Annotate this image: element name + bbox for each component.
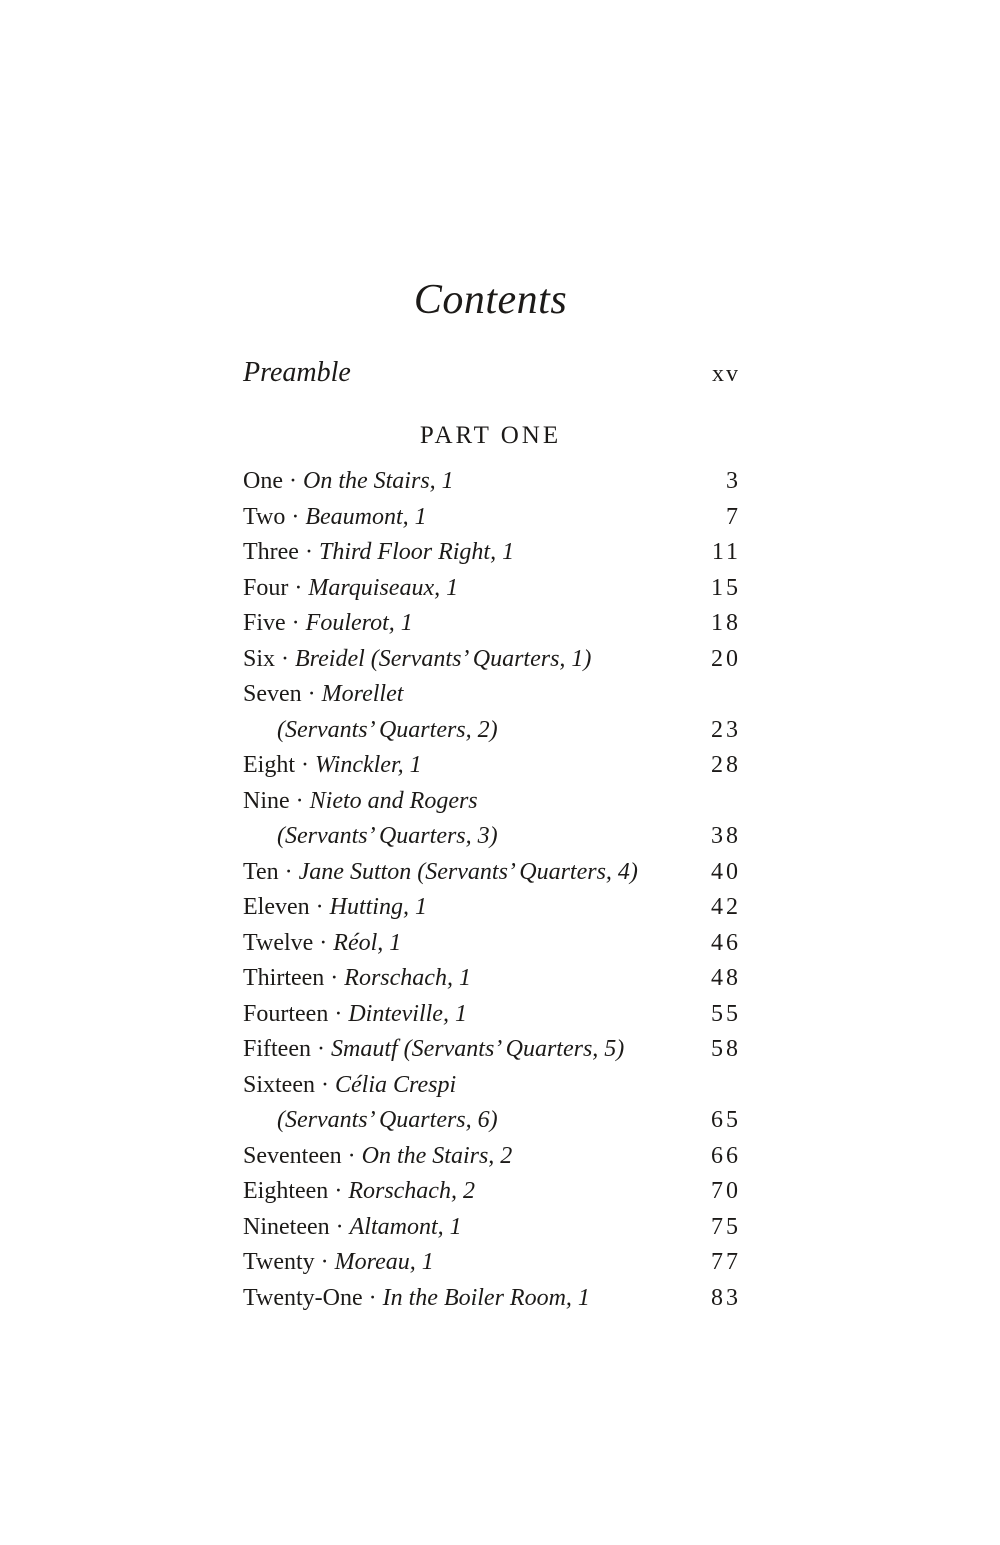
chapter-separator-dot: · [282, 468, 303, 494]
toc-entry-text [243, 1210, 462, 1246]
toc-entry-text [243, 1068, 498, 1139]
chapter-number-word: Five [243, 610, 286, 636]
chapter-number-word: Eight [243, 752, 295, 778]
page-number: 48 [711, 965, 741, 991]
toc-entry-line1 [243, 535, 514, 571]
page-number: 77 [711, 1249, 741, 1275]
toc-entry-line2 [243, 713, 498, 749]
toc-entry-line1 [243, 1281, 590, 1317]
chapter-title: Marquiseaux, 1 [308, 574, 459, 601]
chapter-title: Beaumont, 1 [305, 503, 427, 530]
chapter-title-continuation: (Servants’ Quarters, 3) [277, 823, 498, 849]
contents-column [243, 0, 741, 1545]
chapter-number-word: Two [243, 503, 286, 530]
toc-entry-line1 [243, 1210, 462, 1246]
toc-entry-text [243, 1281, 590, 1317]
page-number: 3 [726, 468, 741, 494]
toc-entry-line2 [243, 1103, 498, 1139]
chapter-number-word: Fifteen [243, 1036, 311, 1062]
chapter-separator-dot: · [285, 503, 306, 530]
toc-entry-text [243, 606, 413, 642]
toc-entry-line1 [243, 855, 638, 891]
toc-entry-line1 [243, 606, 413, 642]
chapter-separator-dot: · [324, 965, 345, 991]
chapter-number-word: Eighteen [243, 1178, 329, 1204]
toc-entry-line1 [243, 1174, 475, 1210]
toc-entry [243, 1139, 741, 1175]
page-number: 66 [711, 1142, 741, 1169]
chapter-title: Morellet [321, 681, 404, 707]
toc-entry-text [243, 890, 427, 926]
chapter-separator-dot: · [301, 681, 322, 707]
toc-entry-line1 [243, 997, 467, 1033]
toc-entry [243, 784, 741, 855]
chapter-title: Rorschach, 2 [348, 1178, 475, 1204]
toc-entry [243, 535, 741, 571]
toc-entry-text [243, 535, 514, 571]
preamble-label: Preamble [243, 357, 351, 388]
toc-entry-line1 [243, 677, 498, 713]
toc-entry-text [243, 642, 591, 678]
toc-entry-line1 [243, 571, 458, 607]
chapter-number-word: Nineteen [243, 1213, 330, 1240]
page-number: 40 [711, 858, 741, 885]
chapter-separator-dot: · [328, 1178, 349, 1204]
chapter-title-continuation: (Servants’ Quarters, 2) [277, 716, 498, 743]
toc-entry [243, 1032, 741, 1068]
toc-entry-line1 [243, 500, 427, 536]
chapter-title: Dinteville, 1 [348, 1000, 467, 1027]
toc-entry [243, 1174, 741, 1210]
chapter-separator-dot: · [328, 1000, 349, 1027]
chapter-separator-dot: · [289, 787, 310, 814]
toc-entry [243, 571, 741, 607]
part-one-heading: PART ONE [419, 422, 562, 449]
toc-entry-line1 [243, 464, 454, 500]
toc-entry [243, 464, 741, 500]
page-number: 15 [711, 574, 741, 601]
chapter-number-word: Seven [243, 681, 302, 707]
chapter-title: Rorschach, 1 [344, 965, 471, 991]
toc-entry-text [243, 748, 422, 784]
page-number: 42 [711, 894, 741, 920]
toc-entry [243, 748, 741, 784]
chapter-separator-dot: · [314, 1249, 335, 1275]
chapter-number-word: Twenty-One [243, 1284, 363, 1311]
toc-entry-text [243, 784, 498, 855]
chapter-number-word: Eleven [243, 894, 310, 920]
chapter-title: Moreau, 1 [334, 1249, 434, 1275]
page-number: 38 [711, 823, 741, 849]
toc-entry [243, 1245, 741, 1281]
chapter-separator-dot: · [362, 1284, 383, 1311]
toc-entry-line1 [243, 1032, 624, 1068]
chapter-title: Winckler, 1 [315, 752, 422, 778]
toc-entry-text [243, 677, 498, 748]
toc-entry-text [243, 961, 471, 997]
chapter-separator-dot: · [315, 1071, 335, 1098]
toc-entry-text [243, 926, 401, 962]
chapter-number-word: Fourteen [243, 1000, 329, 1027]
toc-entry [243, 1210, 741, 1246]
chapter-number-word: One [243, 468, 283, 494]
page-number: 11 [711, 539, 741, 565]
chapter-separator-dot: · [298, 539, 319, 565]
toc-entry-line1 [243, 1139, 512, 1175]
chapter-separator-dot: · [329, 1213, 350, 1240]
chapter-title: On the Stairs, 1 [302, 468, 454, 494]
toc-entry [243, 500, 741, 536]
chapter-title: In the Boiler Room, 1 [382, 1284, 590, 1311]
toc-list [243, 464, 741, 1316]
toc-entry-line1 [243, 890, 427, 926]
chapter-title: Smautf (Servants’ Quarters, 5) [330, 1036, 625, 1062]
toc-entry-line1 [243, 1245, 434, 1281]
toc-entry [243, 961, 741, 997]
toc-entry [243, 1068, 741, 1139]
chapter-title: On the Stairs, 2 [361, 1142, 513, 1169]
chapter-title: Célia Crespi [335, 1071, 457, 1098]
toc-entry-line1 [243, 961, 471, 997]
page-number: 83 [711, 1284, 741, 1311]
preamble-row [243, 356, 738, 391]
chapter-separator-dot: · [295, 752, 315, 778]
chapter-number-word: Six [243, 645, 276, 672]
chapter-number-word: Ten [243, 858, 279, 885]
toc-entry [243, 606, 741, 642]
toc-entry-text [243, 997, 467, 1033]
toc-entry-text [243, 571, 458, 607]
toc-entry [243, 677, 741, 748]
chapter-number-word: Sixteen [243, 1071, 315, 1098]
chapter-title: Third Floor Right, 1 [318, 539, 515, 565]
chapter-number-word: Thirteen [243, 965, 325, 991]
chapter-separator-dot: · [341, 1142, 362, 1169]
page-number: 28 [711, 752, 741, 778]
page-number: 7 [726, 503, 741, 530]
chapter-title: Foulerot, 1 [305, 610, 413, 636]
toc-entry [243, 926, 741, 962]
toc-entry-text [243, 855, 638, 891]
chapter-separator-dot: · [278, 858, 299, 885]
chapter-title: Jane Sutton (Servants’ Quarters, 4) [298, 858, 638, 885]
toc-entry-text [243, 1174, 475, 1210]
page-number: 20 [711, 645, 741, 672]
chapter-number-word: Seventeen [243, 1142, 342, 1169]
chapter-number-word: Twelve [243, 929, 314, 956]
toc-entry-line1 [243, 748, 422, 784]
toc-entry [243, 855, 741, 891]
chapter-separator-dot: · [285, 610, 306, 636]
page-number: 46 [711, 929, 741, 956]
toc-entry-text [243, 1245, 434, 1281]
chapter-title: Breidel (Servants’ Quarters, 1) [295, 645, 592, 672]
chapter-separator-dot: · [309, 894, 330, 920]
toc-entry-line2 [243, 819, 498, 855]
toc-entry [243, 642, 741, 678]
toc-entry-line1 [243, 642, 591, 678]
page-number: 18 [711, 610, 741, 636]
chapter-title: Nieto and Rogers [309, 787, 478, 814]
toc-entry [243, 1281, 741, 1317]
page-number: 55 [711, 1000, 741, 1027]
chapter-separator-dot: · [313, 929, 334, 956]
chapter-separator-dot: · [288, 574, 309, 601]
chapter-title: Altamont, 1 [349, 1213, 462, 1240]
chapter-title: Réol, 1 [333, 929, 402, 956]
contents-title: Contents [413, 277, 568, 323]
toc-entry-text [243, 500, 427, 536]
chapter-number-word: Twenty [243, 1249, 315, 1275]
preamble-page-number: xv [712, 361, 740, 387]
chapter-number-word: Nine [243, 787, 290, 814]
chapter-separator-dot: · [310, 1036, 331, 1062]
toc-entry-line1 [243, 784, 498, 820]
page-number: 65 [711, 1107, 741, 1133]
chapter-number-word: Four [243, 574, 289, 601]
toc-entry-text [243, 464, 454, 500]
page-number: 75 [711, 1213, 741, 1240]
toc-entry [243, 997, 741, 1033]
toc-entry-line1 [243, 926, 401, 962]
chapter-separator-dot: · [275, 645, 296, 672]
page-number: 23 [711, 716, 741, 743]
toc-entry-text [243, 1032, 624, 1068]
chapter-number-word: Three [243, 539, 299, 565]
page-number: 70 [711, 1178, 741, 1204]
toc-entry-line1 [243, 1068, 498, 1104]
page-number: 58 [711, 1036, 741, 1062]
toc-entry-text [243, 1139, 512, 1175]
toc-entry [243, 890, 741, 926]
chapter-title: Hutting, 1 [329, 894, 427, 920]
chapter-title-continuation: (Servants’ Quarters, 6) [277, 1107, 498, 1133]
